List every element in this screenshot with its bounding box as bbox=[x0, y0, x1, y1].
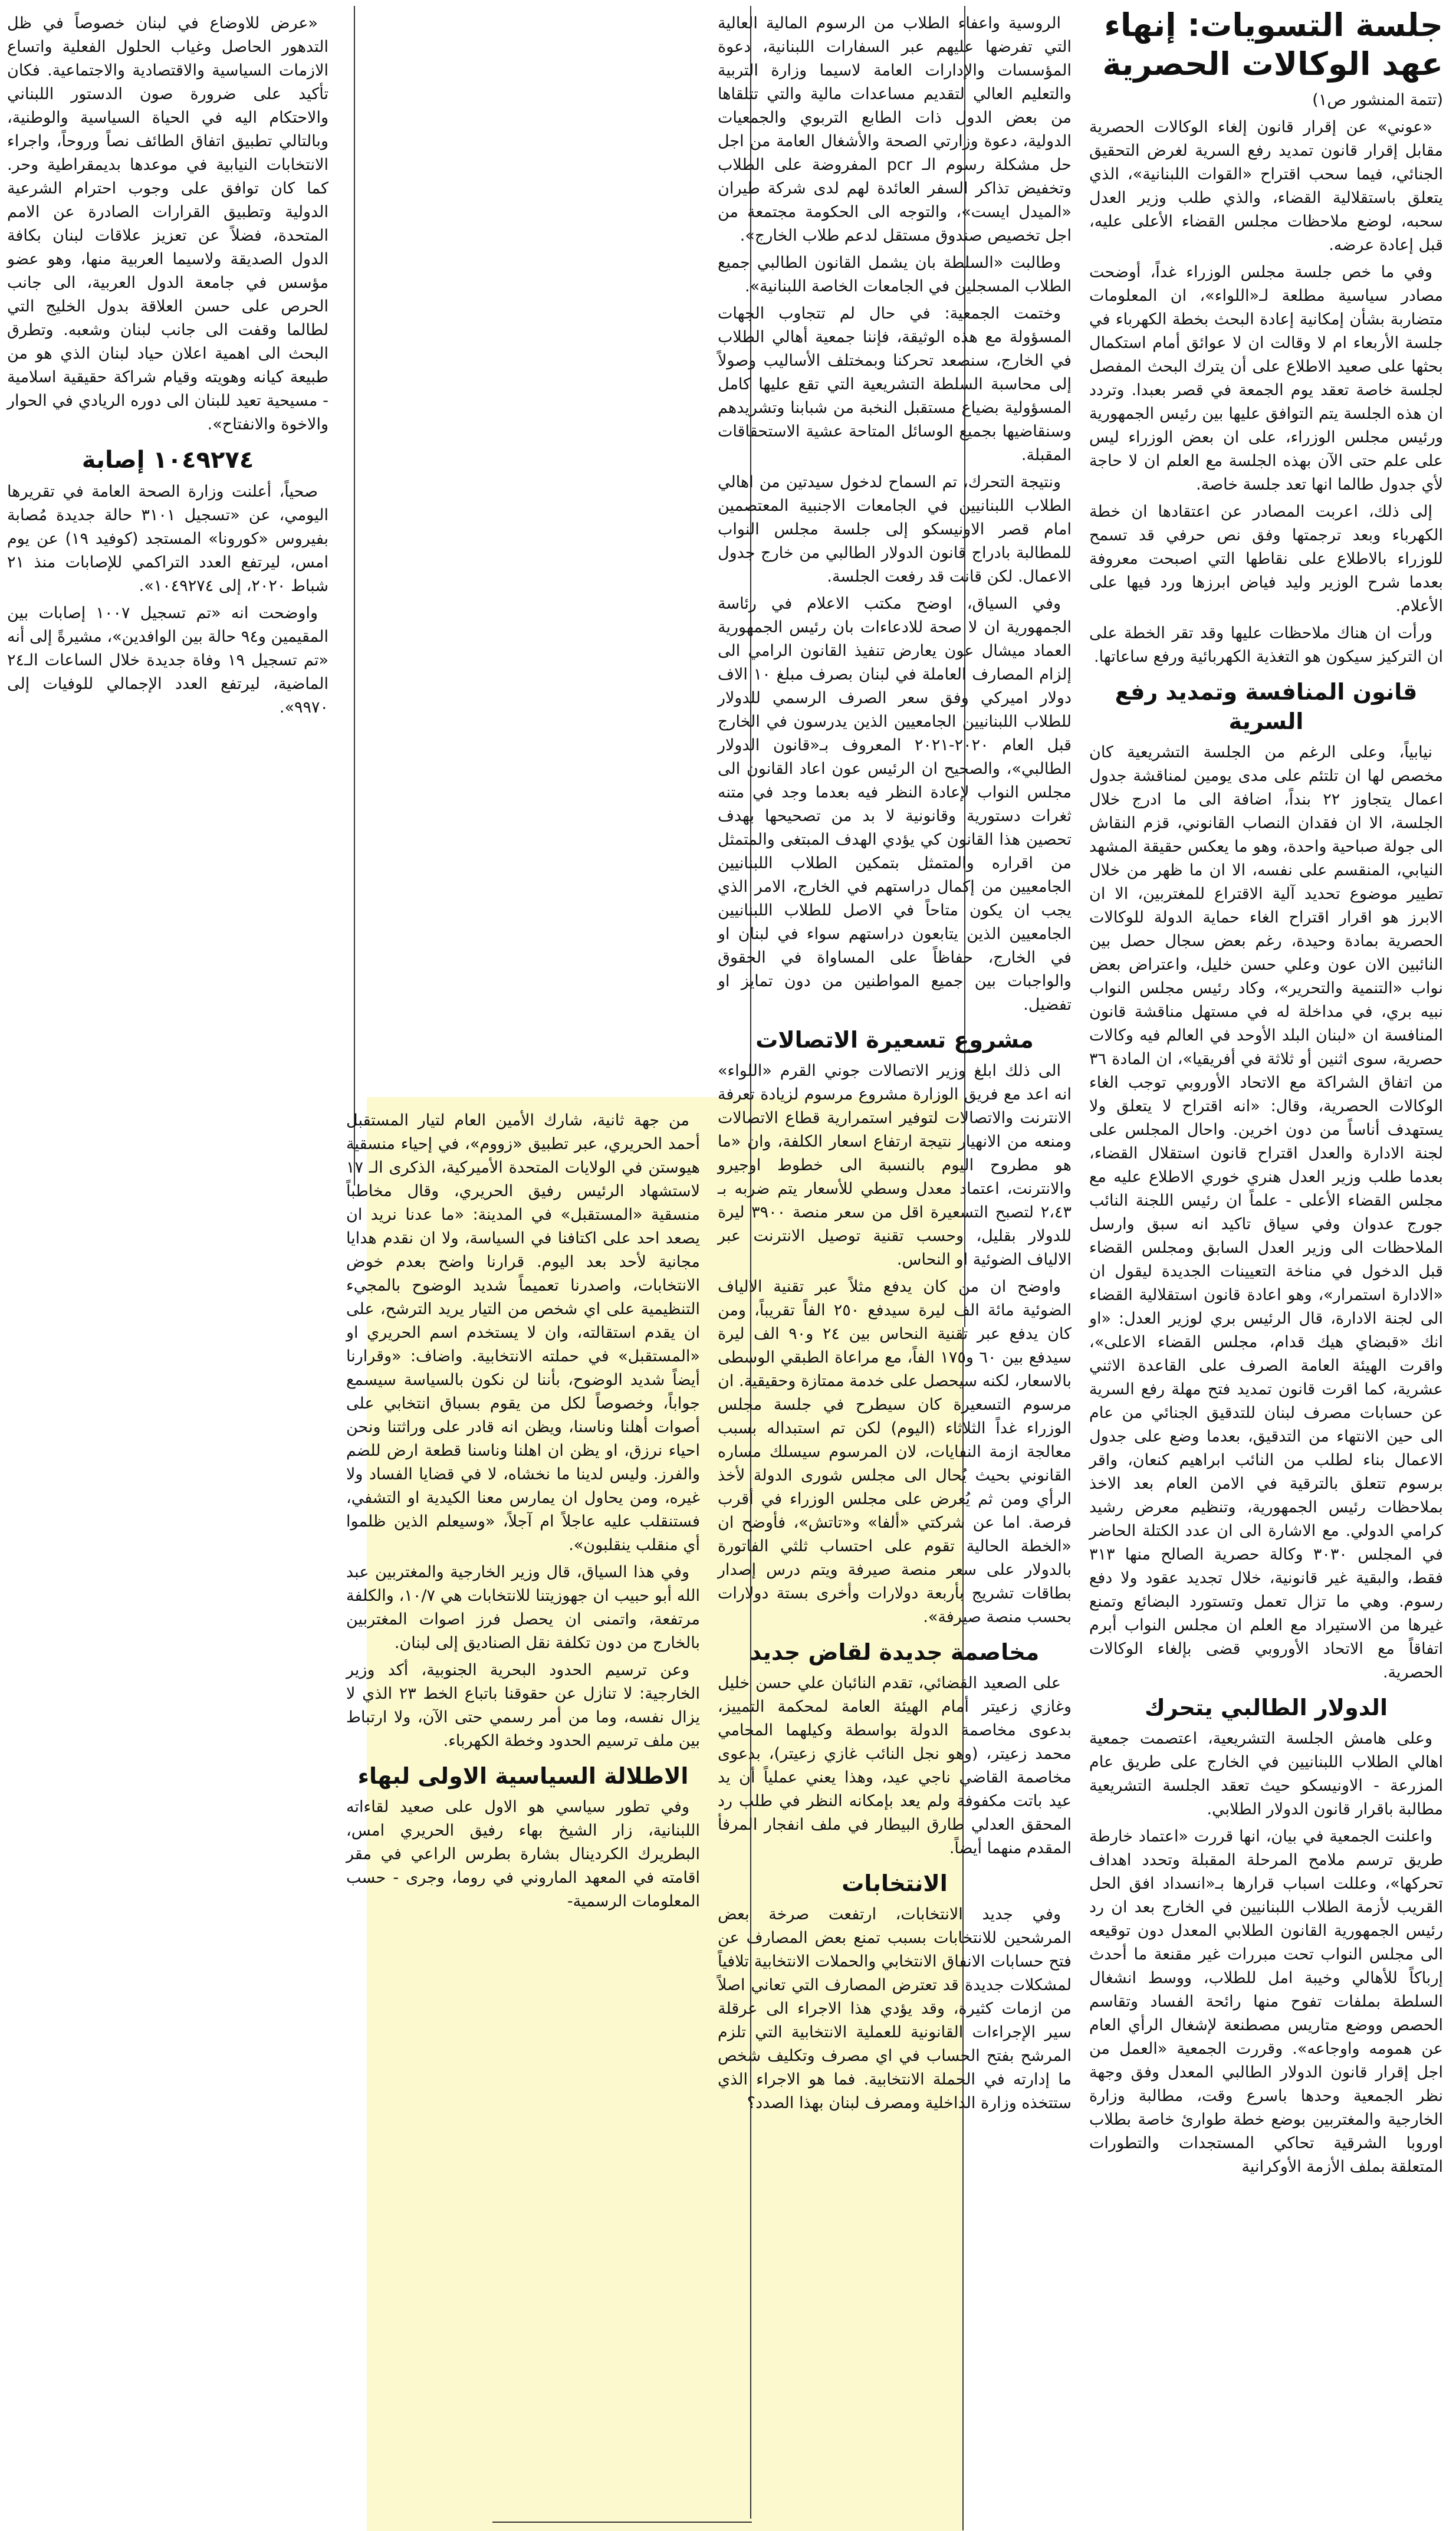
section-heading: قانون المنافسة وتمديد رفع السرية bbox=[1115, 679, 1418, 734]
section-heading: مخاصمة جديدة لقاض جديد bbox=[750, 1639, 1040, 1665]
section-heading: الانتخابات bbox=[842, 1870, 948, 1896]
article-paragraph: وفي ما خص جلسة مجلس الوزراء غداً، أوضحت مصادر سياسية مطلعة لـ«اللواء»، ان المعلومات متضاربة بشأن إمكانية إعادة البحث بخطة الكهرباء في جلسة الأربعاء ام لا وقالت ان لا عوائق أمام استكمال بحثها على صعيد الاطلاع على أن يترك البحث المفصل لجلسة خاصة تعقد يوم الجمعة في قصر بعبدا. وتردد ان هذه الجلسة يتم التوافق عليها بين رئيس الجمهورية ورئيس مجلس الوزراء، على ان بعض الوزراء ليس على علم حتى الآن بهذه الجلسة مع العلم ان لا حاجة لأي جدول طالما انها تعد جلسة خاصة. bbox=[1089, 263, 1443, 494]
article-paragraph: وعلى هامش الجلسة التشريعية، اعتصمت جمعية اهالي الطلاب اللبنانيين في الخارج على طريق عام المزرعة - الاونيسكو حيث تعقد الجلسة التشريعية مطالبة باقرار قانون الدولار الطلابي. bbox=[1089, 1729, 1443, 1818]
article-paragraph: من جهة ثانية، شارك الأمين العام لتيار المستقبل أحمد الحريري، عبر تطبيق «زووم»، في إحياء منسقية هيوستن في الولايات المتحدة الأميركية، الذكرى الـ ١٧ لاستشهاد الرئيس رفيق الحريري، وقال مخاطباً منسقية «المستقبل» في المدينة: «ما عدنا نريد ان يصعد احد على اكتافنا في السياسة، ولا ان نقدم هدايا مجانية لأحد بعد اليوم. قرارنا واضح بعدم خوض الانتخابات، واصدرنا تعميماً شديد الوضوح بالمجيء التنظيمية على اي شخص من التيار يريد الترشح، على ان يقدم استقالته، وان لا يستخدم اسم الحريري او «المستقبل» في حملته الانتخابية. واضاف: «وقرارنا أيضاً شديد الوضوح، بأننا لن نكون بالسياسة سيسمع جواباً، وخصوصاً لكل من يقوم بسباق انتخابي على أصوات أهلنا وناسنا، ويظن انه قادر على وراثتنا ونحن احياء نرزق، او يظن ان اهلنا وناسنا قطعة ارض للضم والفرز. وليس لدينا ما نخشاه، لا في قضايا الفساد ولا غيره، ومن يحاول ان يمارس معنا الكيدية او التشفي، فستنقلب عليه عاجلاً ام آجلاً، «وسيعلم الذين ظلموا أي منقلب ينقلبون». bbox=[346, 1111, 700, 1554]
article-paragraph: وعن ترسيم الحدود البحرية الجنوبية، أكد وزير الخارجية: لا تنازل عن حقوقنا باتباع الخط ٢٣ الذي لا يزال نفسه، وما من أمر رسمي حتى الآن، ولا ارتباط بين ملف ترسيم الحدود وخطة الكهرباء. bbox=[346, 1661, 700, 1750]
article-paragraph: وختمت الجمعية: في حال لم تتجاوب الجهات المسؤولة مع هذه الوثيقة، فإننا جمعية أهالي الطلاب في الخارج، سنصعد تحركنا وبمختلف الأساليب وصولاً إلى محاسبة السلطة التشريعية التي تقع عليها كامل المسؤولية بضياع مستقبل النخبة من شبابنا وتشريدهم وسنقاضيها بجميع الوسائل المتاحة عشية الاستحقاقات المقبلة. bbox=[718, 304, 1072, 464]
column-left bbox=[7, 12, 328, 723]
article-paragraph: نيابياً، وعلى الرغم من الجلسة التشريعية كان مخصص لها ان تلتئم على مدى يومين لمناقشة جدول اعمال يتجاوز ٢٢ بنداً، اضافة الى ما ادرج خلال الجلسة، الا ان فقدان النصاب القانوني، قزم النقاش الى جولة صباحية واحدة، وهو ما يعكس حقيقة المشهد النيابي، المنقسم على نفسه، الا ان ما ظهر من خلال تطيير موضوع تحديد آلية الاقتراع للمغتربين، الا ان الابرز هو اقرار اقتراح الغاء حماية الدولة للوكالات الحصرية بمادة وحيدة، رغم بعض سجال حصل بين النائبين الان عون وعلي حسن خليل، واعتراض بعض نواب «التنمية والتحرير»، وكاد رئيس مجلس النواب نبيه بري، في مداخلة له في مستهل مناقشة قانون المنافسة ان «لبنان البلد الأوحد في العالم فيه وكالات حصرية، سوى اثنين أو ثلاثة في أفريقيا»، ان المادة ٣٦ من اتفاق الشراكة مع الاتحاد الأوروبي توجب الغاء الوكالات الحصرية، وقال: «انه اقتراح لا يتعلق ولا يستهدف أناساً من دون اخرين. واحال المجلس على لجنة الادارة والعدل اقتراح قانون استقلال القضاء، بعدما طلب وزير العدل هنري خوري الاطلاع عليه مع مجلس القضاء الأعلى - علماً ان رئيس اللجنة النائب جورج عدوان وفي سياق تاكيد انه سبق وارسل الملاحظات الى وزير العدل السابق ومجلس القضاء قبل الدخول في مناخة التعيينات الجديدة ليقول ان «الادارة استمرار»، وهو اعادة قانون استقلالية القضاء الى لجنة الادارة، قال الرئيس بري لوزير العدل: «او انك «قبضاي هيك قدام، مجلس القضاء الاعلى»، واقرت الهيئة العامة الصرف على القاعدة الاثني عشرية، كما اقرت قانون تمديد فتح مهلة رفع السرية عن حسابات مصرف لبنان للتدقيق الجنائي من عام الى حين الانتهاء من التدقيق، بعدما وضع على جدول الاعمال بناء لطلب من النائب ابراهيم كنعان، واقر برسوم تتعلق بالترقية في الامن العام بعد الاخذ بملاحظات رئيس الجمهورية، وتنظيم معرض رشيد كرامي الدولي. مع الاشارة الى ان عدد الكتلة الحاضر في المجلس ٣٠٣٠ وكالة حصرية الصالح منها ٣١٣ فقط، والبقية غير قانونية، خلال تجديد عقود ولا دفع رسوم. وهي ما تزال تعمل وتستورد البضائع وتمنع غيرها من الاستيراد مع العلم ان مجلس النواب أبرم اتفاقاً مع الاتحاد الأوروبي قضى بإلغاء الوكالات الحصرية. bbox=[1089, 743, 1443, 1682]
article-paragraph: واعلنت الجمعية في بيان، انها قررت «اعتماد خارطة طريق ترسم ملامح المرحلة المقبلة وتحدد اهداف تحركها»، وعللت اسباب قرارها بـ«انسداد افق الحل القريب لأزمة الطلاب اللبنانيين في الخارج بعد ان رد رئيس الجمهورية القانون الطلابي المعدل دون توقيعه الى مجلس النواب تحت مبررات غير مقنعة ما أحدث إرباكاً للأهالي وخيبة امل للطلاب، ووسط انشغال السلطة بملفات تفوح منها رائحة الفساد وتقاسم الحصص ووضع متاريس مصطنعة لإشغال الرأي العام عن همومه واوجاعه». وقررت الجمعية «العمل من اجل إقرار قانون الدولار الطالبي المعدل وفق وجهة نظر الجمعية وحدها باسرع وقت، مطالبة وزارة الخارجية والمغتربين بوضع خطة طوارئ خاصة بطلاب اوروبا الشرقية تحاكي المستجدات والتطورات المتعلقة بملف الأزمة الأوكرانية bbox=[1089, 1827, 1443, 2176]
article-paragraph: واوضحت انه «تم تسجيل ١٠٠٧ إصابات بين المقيمين و٩٤ حالة بين الوافدين»، مشيرةً إلى أنه «تم تسجيل ١٩ وفاة جديدة خلال الساعات الـ٢٤ الماضية، ليرتفع العدد الإجمالي للوفيات إلى ٩٩٧٠». bbox=[7, 604, 329, 717]
article-paragraph: ورأت ان هناك ملاحظات عليها وقد تقر الخطة على ان التركيز سيكون هو التغذية الكهربائية ورفع ساعاتها. bbox=[1089, 624, 1443, 666]
section-heading: الاطلالة السياسية الاولى لبهاء bbox=[357, 1763, 689, 1789]
article-paragraph: وطالبت «السلطة بان يشمل القانون الطالبي جميع الطلاب المسجلين في الجامعات الخاصة اللبنانية». bbox=[718, 254, 1072, 296]
article-paragraph: وفي هذا السياق، قال وزير الخارجية والمغتربين عبد الله أبو حبيب ان جهوزيتنا للانتخابات هي ١٠/٧، والكلفة مرتفعة، واتمنى ان يحصل فرز اصوات المغتربين بالخارج من دون تكلفة نقل الصناديق إلى لبنان. bbox=[346, 1563, 700, 1652]
column-divider bbox=[354, 6, 355, 1186]
article-paragraph: وفي جديد الانتخابات، ارتفعت صرخة بعض المرشحين للانتخابات بسبب تمنع بعض المصارف عن فتح حسابات الانفاق الانتخابي والحملات الانتخابية تلافياً لمشكلات جديدة قد تعترض المصارف التي تعاني اصلاً من ازمات كثيرة، وقد يؤدي هذا الاجراء الى عرقلة سير الإجراءات القانونية للعملية الانتخابية التي تلزم المرشح بفتح الحساب في اي مصرف وتكليف شخص ما إدارته في الحملة الانتخابية. فما هو الاجراء الذي ستتخذه وزارة الداخلية ومصرف لبنان بهذا الصدد؟ bbox=[718, 1905, 1072, 2112]
section-heading: مشروع تسعيرة الاتصالات bbox=[755, 1027, 1034, 1053]
article-headline: جلسة التسويات: إنهاء عهد الوكالات الحصرية bbox=[1102, 6, 1443, 83]
covid-cases-heading: ١٠٤٩٢٧٤ إصابة bbox=[81, 447, 254, 474]
article-paragraph: إلى ذلك، اعربت المصادر عن اعتقادها ان خطة الكهرباء وبعد ترجمتها وفق نص حرفي قد تسمح للوزراء بالاطلاع على نقاطها التي اصبحت معروفة بعدما شرح الوزير وليد فياض ابرزها ورد فيها على الأعلام. bbox=[1089, 503, 1443, 615]
column-elections bbox=[346, 1109, 700, 1917]
article-paragraph: «عرض للاوضاع في لبنان خصوصاً في ظل التدهور الحاصل وغياب الحلول الفعلية واتساع الازمات السياسية والاقتصادية والاجتماعية. فكان تأكيد على ضرورة صون الدستور اللبناني والاحتكام اليه في الحياة السياسية والوطنية، وبالتالي تطبيق اتفاق الطائف نصاً وروحاً، واجراء الانتخابات النيابية في موعدها بديمقراطية وحر. كما كان توافق على وجوب احترام الشرعية الدولية وتطبيق القرارات الصادرة عن الامم المتحدة، فضلاً عن تعزيز علاقات لبنان بكافة الدول الصديقة ولاسيما العربية منها، وهو عضو مؤسس في جامعة الدول العربية، الى جانب الحرص على حسن العلاقة بدول الخليج التي لطالما وقفت الى جانب لبنان وشعبه. وتطرق البحث الى اهمية اعلان حياد لبنان الذي هو من طبيعة كيانه وهويته وقيام شراكة حقيقية اسلامية - مسيحية تعيد للبنان الى دوره الريادي في الحوار والاخوة والانفتاح». bbox=[7, 14, 328, 434]
article-paragraph: الى ذلك ابلغ وزير الاتصالات جوني القرم «اللواء» انه اعد مع فريق الوزارة مشروع مرسوم لزيادة تعرفة الانترنت والاتصالات لتوفير استمرارية قطاع الاتصالات ومنعه من الانهيار نتيجة ارتفاع اسعار الكلفة، وان «ما هو مطروح اليوم بالنسبة الى خطوط اوجيرو والانترنت، اعتماد معدل وسطي للأسعار يتم ضربه بـ ٢،٤٣ لتصبح التسعيرة اقل من سعر منصة ٣٩٠٠ ليرة للدولار بقليل، وحسب تقنية توصيل الانترنت عبر الالياف الضوئية او النحاس. bbox=[718, 1062, 1072, 1269]
article-paragraph: «عوني» عن إقرار قانون إلغاء الوكالات الحصرية مقابل إقرار قانون تمديد رفع السرية لغرض التحقيق الجنائي، فيما سحب اقتراح «القوات اللبنانية»، الذي يتعلق باستقلالية القضاء، والذي طلب وزير العدل سحبه، لوضع ملاحظات مجلس القضاء الأعلى عليه، قبل إعادة عرضه. bbox=[1089, 118, 1443, 254]
article-paragraph: صحياً، أعلنت وزارة الصحة العامة في تقريرها اليومي، عن «تسجيل ٣١٠١ حالة جديدة مُصابة بفيروس «كورونا» المستجد (كوفيد ١٩) عن يوم امس، ليرتفع العدد التراكمي للإصابات منذ ٢١ شباط ٢٠٢٠، إلى ١٠٤٩٢٧٤». bbox=[7, 482, 329, 595]
continued-note: (تتمة المنشور ص١) bbox=[1312, 91, 1443, 109]
article-paragraph: الروسية واعفاء الطلاب من الرسوم المالية العالية التي تفرضها عليهم عبر السفارات اللبنانية، دعوة المؤسسات والإدارات العامة لاسيما وزارة التربية والتعليم العالي لتقديم مساعدات مالية والتي تتلقاها من بعض الدول ذات الطابع التربوي والجمعيات الدولية، دعوة وزارتي الصحة والأشغال العامة من اجل حل مشكلة رسوم الـ pcr المفروضة على الطلاب وتخفيض تذاكر السفر العائدة لهم لدى شركة طيران «الميدل ايست»، والتوجه الى الحكومة مجتمعة من اجل تخصيص صندوق مستقل لدعم طلاب الخارج». bbox=[718, 14, 1072, 245]
article-paragraph: ونتيجة التحرك، تم السماح لدخول سيدتين من اهالي الطلاب اللبنانيين في الجامعات الاجنبية المعتصمين امام قصر الاونيسكو إلى جلسة مجلس النواب للمطالبة بادراج قانون الدولار الطالبي من خارج جدول الاعمال. لكن قانت قد رفعت الجلسة. bbox=[718, 473, 1072, 586]
article-paragraph: وفي السياق، اوضح مكتب الاعلام في رئاسة الجمهورية ان لا صحة للادعاءات بان رئيس الجمهورية العماد ميشال عون يعارض تنفيذ القانون الرامي الى إلزام المصارف العاملة في لبنان بصرف مبلغ ١٠ الاف دولار اميركي وفق سعر الصرف الرسمي للدولار للطلاب اللبنانيين الجامعيين الذين يدرسون في الخارج قبل العام ٢٠٢٠-٢٠٢١ المعروف بـ«قانون الدولار الطالبي»، والصحيح ان الرئيس عون اعاد القانون الى مجلس النواب لإعادة النظر فيه بعدما وجد في متنه ثغرات دستورية وقانونية لا بد من تصحيحها بهدف تحصين هذا القانون كي يؤدي الهدف المبتغى والمتمثل من اقراره والمتمثل بتمكين الطلاب اللبنانيين الجامعيين من إكمال دراستهم في الخارج، الامر الذي يجب ان يكون متاحاً في الاصل للطلاب اللبنانيين الجامعيين الذين يتابعون دراستهم سواء في لبنان او في الخارج، حفاظاً على المساواة في الحقوق والواجبات بين جميع المواطنين من دون تمايز او تفضيل. bbox=[718, 595, 1072, 1014]
section-heading: الدولار الطالبي يتحرك bbox=[1145, 1695, 1388, 1721]
column-continuation bbox=[718, 12, 1072, 2119]
column-main-article bbox=[1089, 6, 1443, 2182]
article-paragraph: وفي تطور سياسي هو الاول على صعيد لقاءاته اللبنانية، زار الشيخ بهاء رفيق الحريري امس، البطريرك الكردينال بشارة بطرس الراعي في مقر اقامته في المعهد الماروني في روما، وجرى - حسب المعلومات الرسمية- bbox=[346, 1798, 700, 1910]
bottom-rule bbox=[492, 2522, 752, 2523]
article-paragraph: واوضح ان من كان يدفع مثلاً عبر تقنية الالياف الضوئية مائة الف ليرة سيدفع ٢٥٠ الفاً تقريباً، ومن كان يدفع عبر تقنية النحاس بين ٢٤ و٩٠ الف ليرة سيدفع بين ٦٠ و١٧٥ الفاً، مع مراعاة الطبقي الوسطى بالاسعار، لكنه سيحصل على خدمة ممتازة وحقيقية. ان مرسوم التسعيرة كان سيطرح في جلسة مجلس الوزراء غداً الثلاثاء (اليوم) لكن تم استبداله بسبب معالجة ازمة النفايات، لان المرسوم سيسلك مساره القانوني بحيث يُحال الى مجلس شورى الدولة لأخذ الرأي ومن ثم يُعرض على مجلس الوزراء في أقرب فرصة. اما عن شركتي «ألفا» و«تاتش»، فأوضح ان «الخطة الحالية تقوم على احتساب ثلثي الفاتورة بالدولار على سعر منصة صيرفة ويتم درس إصدار بطاقات تشريج بأربعة دولارات وأخرى بستة دولارات بحسب منصة صيرفة». bbox=[718, 1278, 1072, 1626]
article-paragraph: على الصعيد القضائي، تقدم النائبان علي حسن خليل وغازي زعيتر أمام الهيئة العامة لمحكمة التمييز، بدعوى مخاصمة الدولة بواسطة وكيلهما المحامي محمد زعيتر، (وهو نجل النائب غازي زعيتر)، بدعوى مخاصمة القاضي ناجي عيد، وهذا يعني عملياً أن يد عيد باتت مكفوفة ولم يعد بإمكانه النظر في طلب رد المحقق العدلي طارق البيطار في ملف انفجار المرفأ المقدم منهما أيضاً. bbox=[718, 1674, 1072, 1857]
